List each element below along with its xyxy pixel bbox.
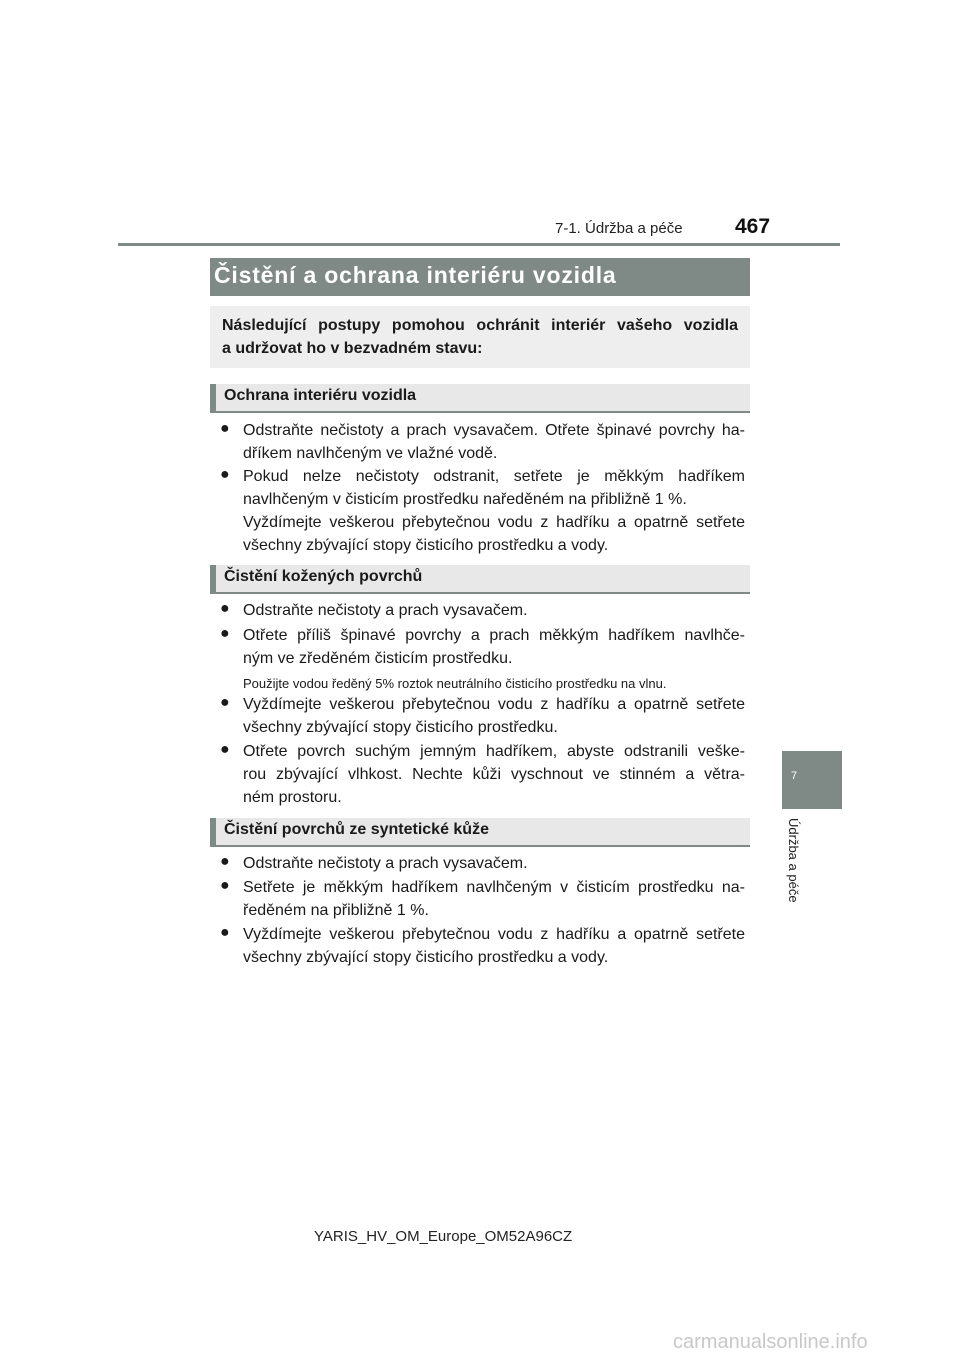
bullet-line: Vyždímejte veškerou přebytečnou vodu z hadříku a opatrně setřete	[243, 514, 745, 531]
intro-box	[210, 306, 750, 368]
bullet-line: Odstraňte nečistoty a prach vysavačem.	[243, 855, 528, 872]
bullet-line: Vyždímejte veškerou přebytečnou vodu z hadříku a opatrně setřete	[243, 926, 745, 943]
intro-line-1: Následující postupy pomohou ochránit interiér vašeho vozidla	[222, 317, 738, 334]
bullet-line: Setřete je měkkým hadříkem navlhčeným v čisticím prostředku na-	[243, 879, 745, 896]
header-divider	[118, 243, 840, 246]
bullet-icon: ●	[220, 741, 230, 758]
bullet-icon: ●	[220, 420, 230, 437]
bullet-line: všechny zbývající stopy čisticího prostředku a vody.	[243, 537, 609, 554]
document-code: YARIS_HV_OM_Europe_OM52A96CZ	[314, 1228, 573, 1245]
bullet-icon: ●	[220, 924, 230, 941]
section-heading-interior: Ochrana interiéru vozidla	[210, 384, 750, 413]
page-number: 467	[735, 215, 771, 238]
bullet-line: Odstraňte nečistoty a prach vysavačem. Otřete špinavé povrchy ha-	[243, 422, 745, 439]
bullet-icon: ●	[220, 600, 230, 617]
chapter-tab-number: 7	[791, 770, 798, 782]
section-header: 7-1. Údržba a péče	[555, 220, 683, 237]
bullet-line: ném prostoru.	[243, 789, 342, 806]
bullet-line: rou zbývající vlhkost. Nechte kůži vyschnout ve stinném a větra-	[243, 766, 745, 783]
bullet-line: Otřete povrch suchým jemným hadříkem, abyste odstranili veške-	[243, 743, 745, 760]
bullet-line: ředěném na přibližně 1 %.	[243, 902, 429, 919]
bullet-line: Otřete příliš špinavé povrchy a prach měkkým hadříkem navlhče-	[243, 627, 745, 644]
section-heading-leather: Čistění kožených povrchů	[210, 565, 750, 594]
note-text: Použijte vodou ředěný 5% roztok neutrálního čisticího prostředku na vlnu.	[243, 676, 667, 691]
bullet-icon: ●	[220, 877, 230, 894]
bullet-line: Vyždímejte veškerou přebytečnou vodu z hadříku a opatrně setřete	[243, 696, 745, 713]
bullet-icon: ●	[220, 853, 230, 870]
intro-line-2: a udržovat ho v bezvadném stavu:	[222, 340, 483, 357]
bullet-line: navlhčeným v čisticím prostředku naředěném na přibližně 1 %.	[243, 491, 687, 508]
bullet-icon: ●	[220, 694, 230, 711]
section-heading-synthetic: Čistění povrchů ze syntetické kůže	[210, 818, 750, 847]
chapter-tab-label: Údržba a péče	[786, 818, 801, 903]
bullet-line: dříkem navlhčeným ve vlažné vodě.	[243, 445, 498, 462]
bullet-line: všechny zbývající stopy čisticího prostředku a vody.	[243, 949, 609, 966]
bullet-icon: ●	[220, 625, 230, 642]
bullet-icon: ●	[220, 466, 230, 483]
page-title: Čistění a ochrana interiéru vozidla	[210, 258, 750, 296]
bullet-line: všechny zbývající stopy čisticího prostředku.	[243, 719, 558, 736]
bullet-line: Pokud nelze nečistoty odstranit, setřete je měkkým hadříkem	[243, 468, 745, 485]
watermark: carmanualsonline.info	[673, 1331, 868, 1353]
bullet-line: Odstraňte nečistoty a prach vysavačem.	[243, 602, 528, 619]
bullet-line: ným ve zředěném čisticím prostředku.	[243, 650, 513, 667]
